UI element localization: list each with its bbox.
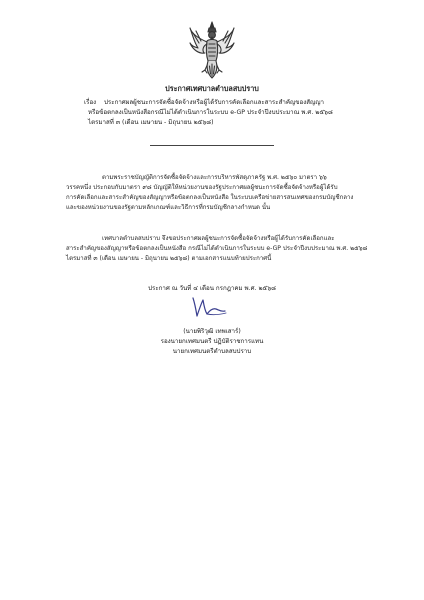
handwritten-signature bbox=[188, 294, 230, 320]
subject-line: ประกาศผลผู้ชนะการจัดซื้อจัดจ้างหรือผู้ได้รับการคัดเลือกและสาระสำคัญของสัญญา bbox=[104, 99, 325, 106]
paragraph-2-line: ไตรมาสที่ ๓ (เดือน เมษายน - มิถุนายน ๒๕๖๘) ตามเอกสารแนบท้ายประกาศนี้ bbox=[66, 255, 272, 262]
paragraph-1-line: ตามพระราชบัญญัติการจัดซื้อจัดจ้างและการบริหารพัสดุภาครัฐ พ.ศ. ๒๕๖๐ มาตรา ๖๖ bbox=[102, 174, 327, 181]
divider-rule bbox=[150, 145, 274, 146]
paragraph-1-line: การคัดเลือกและสาระสำคัญของสัญญาหรือข้อตกลงเป็นหนังสือ ในระบบเครือข่ายสารสนเทศของกรมบัญชีกลาง bbox=[66, 194, 354, 201]
paragraph-2-line: เทศบาลตำบลสบปราบ จึงขอประกาศผลผู้ชนะการจัดซื้อจัดจ้างหรือผู้ได้รับการคัดเลือกและ bbox=[102, 235, 335, 242]
notice-heading: ประกาศเทศบาลตำบลสบปราบ bbox=[165, 84, 259, 93]
subject-line: ไตรมาสที่ ๓ (เดือน เมษายน - มิถุนายน ๒๕๖๘) bbox=[88, 119, 214, 126]
signatory-position: รองนายกเทศมนตรี ปฏิบัติราชการแทน bbox=[160, 338, 264, 345]
signatory-name: (นายพิริวุฒิ เทพเสาร์) bbox=[183, 328, 241, 335]
paragraph-1-line: วรรคหนึ่ง ประกอบกับมาตรา ๙๘ บัญญัติให้หน่วยงานของรัฐประกาศผลผู้ชนะการจัดซื้อจัดจ้างหรือผู้ได้รับ bbox=[66, 184, 338, 191]
paragraph-2-line: สาระสำคัญของสัญญาหรือข้อตกลงเป็นหนังสือ กรณีไม่ได้ดำเนินการในระบบ e-GP ประจำปีงบประมาณ พ.ศ. ๒๕๖๘ bbox=[66, 245, 368, 252]
paragraph-1-line: และของหน่วยงานของรัฐตามหลักเกณฑ์และวิธีการที่กรมบัญชีกลางกำหนด นั้น bbox=[66, 204, 271, 211]
announcement-date: ประกาศ ณ วันที่ ๔ เดือน กรกฎาคม พ.ศ. ๒๕๖๘ bbox=[148, 285, 276, 292]
signatory-position: นายกเทศมนตรีตำบลสบปราบ bbox=[172, 348, 252, 355]
garuda-emblem-icon bbox=[188, 20, 236, 82]
subject-line: หรือข้อตกลงเป็นหนังสือกรณีไม่ได้ดำเนินการในระบบ e-GP ประจำปีงบประมาณ พ.ศ. ๒๕๖๘ bbox=[88, 109, 333, 116]
subject-label: เรื่อง bbox=[84, 99, 97, 106]
